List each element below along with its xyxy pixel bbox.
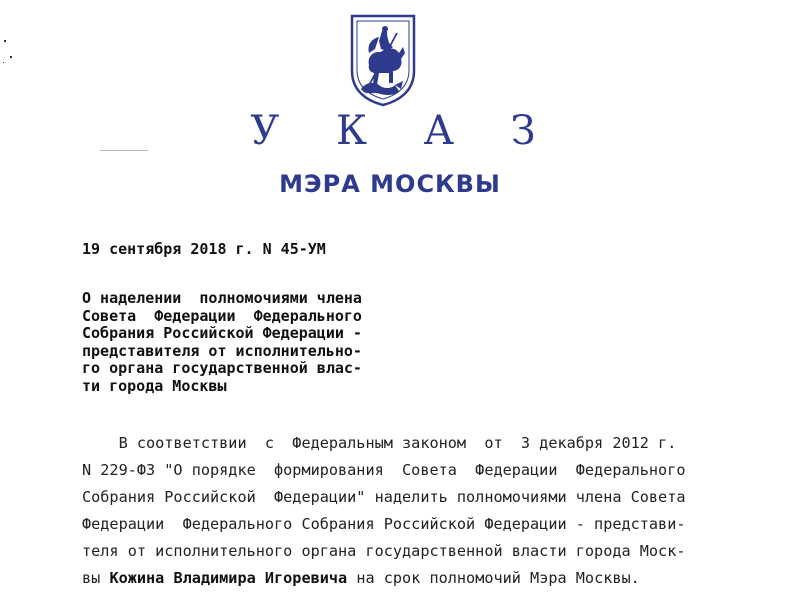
- scan-speck: [10, 56, 12, 58]
- subject-line: Собрания Российской Федерации -: [82, 324, 362, 342]
- subject-line: ти города Москвы: [82, 376, 227, 395]
- body-text-fragment: на срок полномочий Мэра Москвы.: [347, 569, 640, 587]
- body-line: В соответствии с Федеральным законом от 3 декабря 2012 г.: [82, 434, 677, 452]
- issuer-title: МЭРА МОСКВЫ: [279, 170, 501, 198]
- decree-subject: [82, 290, 402, 395]
- body-line: N 229-ФЗ "О порядке формирования Совета Федерации Федерального: [82, 461, 686, 479]
- body-line: Собрания Российской Федерации" наделить полномочиями члена Совета: [82, 488, 686, 506]
- subject-line: Совета Федерации Федерального: [82, 306, 362, 325]
- subject-line: представителя от исполнительно-: [82, 341, 362, 360]
- moscow-coat-of-arms-emblem: [349, 13, 417, 107]
- scan-speck: [4, 40, 6, 42]
- decree-date-number: 19 сентября 2018 г. N 45-УМ: [82, 240, 326, 258]
- subject-line: О наделении полномочиями члена: [82, 289, 362, 307]
- scan-speck: [3, 62, 4, 63]
- subject-line: го органа государственной влас-: [82, 359, 362, 377]
- decree-title: У К А З: [250, 108, 558, 154]
- appointee-name: Кожина Владимира Игоревича: [109, 569, 348, 587]
- body-line: теля от исполнительного органа государственной власти города Моск-: [82, 542, 686, 560]
- body-text-fragment: вы: [82, 569, 110, 587]
- body-line: Федерации Федерального Собрания Российской Федерации - представи-: [82, 515, 686, 533]
- body-line-last: [82, 565, 742, 592]
- coat-of-arms-icon: [349, 13, 417, 107]
- decree-body: [82, 430, 742, 592]
